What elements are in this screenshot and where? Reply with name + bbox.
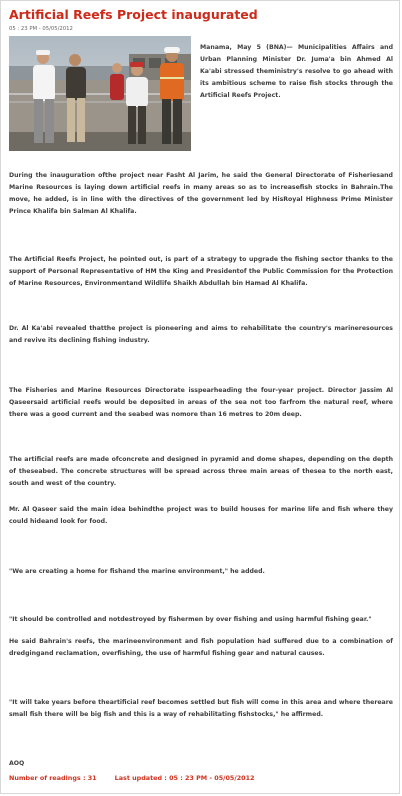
article-paragraph-10: "It will take years before theartificial reef becomes settled but fish will come in this area and where thereare small fish there will be big fish and this is a way of rehabilitating fishstocks," he affirmed. — [9, 699, 393, 718]
article-signature: AOQ — [9, 760, 25, 767]
article-dateline: 05 : 23 PM - 05/05/2012 — [9, 26, 73, 32]
article-paragraph-6: Mr. Al Qaseer said the main idea behindthe project was to build houses for marine life and fish where they could hideand look for food. — [9, 506, 393, 525]
article-paragraph-3: Dr. Al Ka'abi revealed thatthe project is pioneering and aims to rehabilitate the country's marineresources and revive its declining fishing industry. — [9, 325, 393, 344]
article-paragraph-5: The artificial reefs are made ofconcrete and designed in pyramid and dome shapes, depending on the depth of theseabed. The concrete structures will be spread across three main areas of thesea to the north east, south and west of the country. — [9, 456, 393, 487]
article-paragraph-4: The Fisheries and Marine Resources Directorate isspearheading the four-year project. Director Jassim Al Qaseersaid artificial reefs would be deposited in areas of the sea not too farfrom the natural reef, where there was a good current and the seabed was nomore than 16 metres to 20m deep. — [9, 387, 393, 418]
article-lead-paragraph: Manama, May 5 (BNA)— Municipalities Affairs and Urban Planning Minister Dr. Juma'a bin Ahmed Al Ka'abi stressed theministry's resolve to go ahead with its ambitious scheme to raise fish stocks through the Artificial Reefs Project. — [200, 44, 393, 99]
article-title: Artificial Reefs Project inaugurated — [9, 7, 258, 22]
article-paragraph-2: The Artificial Reefs Project, he pointed out, is part of a strategy to upgrade the fishing sector thanks to the support of Personal Representative of HM the King and Presidentof the Public Commission for the Protection of Marine Resources, Environmentand Wildlife Shaikh Abdullah bin Hamad Al Khalifa. — [9, 256, 393, 287]
article-paragraph-7: "We are creating a home for fishand the marine environment," he added. — [9, 568, 265, 575]
article-paragraph-9: He said Bahrain's reefs, the marineenvironment and fish population had suffered due to a combination of dredgingand reclamation, overfishing, the use of harmful fishing gear and natural causes. — [9, 638, 393, 657]
readings-count: Number of readings : 31 — [9, 774, 97, 782]
article-paragraph-8: "It should be controlled and notdestroyed by fishermen by over fishing and using harmful fishing gear." — [9, 616, 372, 623]
article-paragraph-1: During the inauguration ofthe project near Fasht Al Jarim, he said the General Directorate of Fisheriesand Marine Resources is laying down artificial reefs in many areas so as to increasefish stocks in Bahrain.The move, he added, is in line with the directives of the government led by HisRoyal Highness Prime Minister Prince Khalifa bin Salman Al Khalifa. — [9, 172, 393, 215]
article-photo-image — [9, 36, 191, 151]
article-photo — [9, 36, 191, 151]
article-footer — [9, 774, 255, 782]
last-updated: Last updated : 05 : 23 PM - 05/05/2012 — [114, 774, 255, 782]
